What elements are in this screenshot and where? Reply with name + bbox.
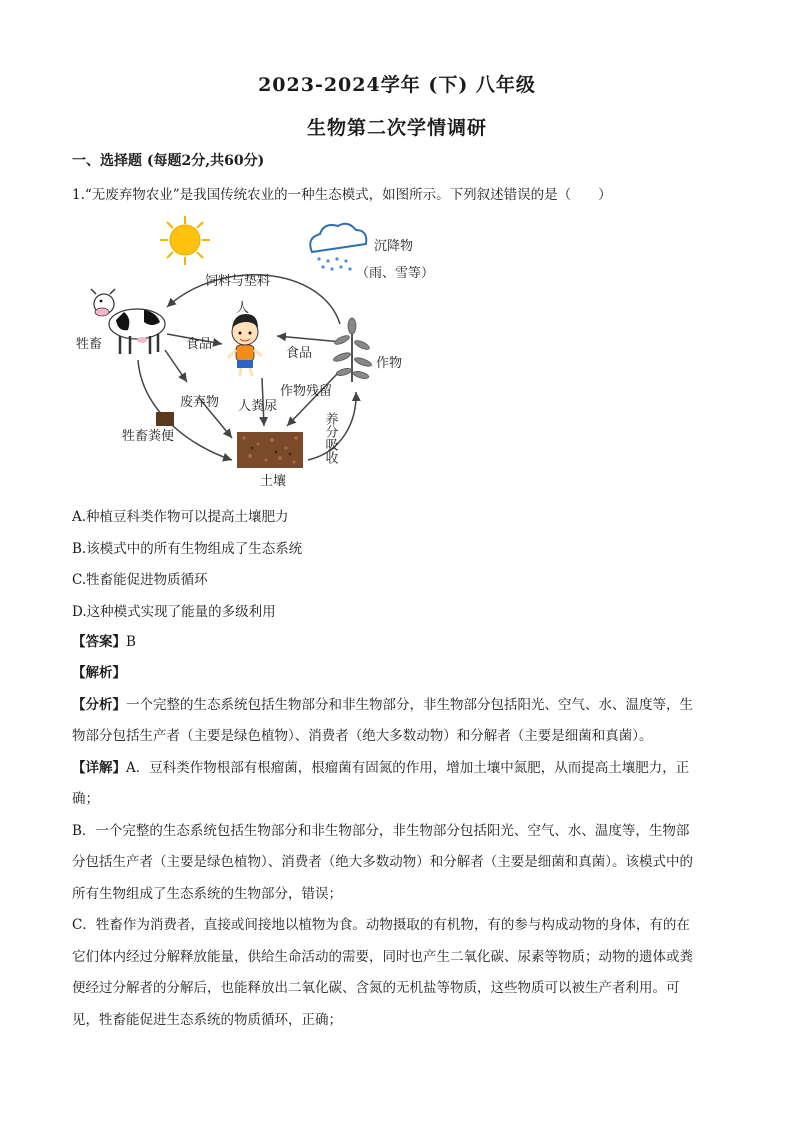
food-right-label: 食品: [286, 346, 313, 361]
detail-a-line-2: 确；: [72, 791, 99, 807]
person-mark: 人: [236, 301, 250, 316]
soil-label: 土壤: [260, 474, 287, 489]
fenxi-label: 【分析】: [72, 697, 126, 713]
manure-icon: [156, 412, 174, 426]
feed-label: 饲料与垫料: [205, 274, 271, 289]
livestock-label: 牲畜: [76, 337, 103, 352]
option-d: D.这种模式实现了能量的多级利用: [72, 604, 276, 620]
eco-agriculture-diagram: [72, 212, 452, 497]
fenxi-line-1: [72, 693, 722, 713]
detail-b-line-3: 所有生物组成了生态系统的生物部分，错误；: [72, 886, 342, 902]
detail-c-line-3: 便经过分解者的分解后，也能释放出二氧化碳、含氮的无机盐等物质，这些物质可以被生产者利用。可: [72, 980, 680, 996]
detail-c-line-1: C．牲畜作为消费者，直接或间接地以植物为食。动物摄取的有机物，有的参与构成动物的身体，有的在: [72, 917, 690, 933]
crop-residue-label: 作物残留: [280, 384, 333, 399]
detail-b-line-2: 分包括生产者（主要是绿色植物）、消费者（绝大多数动物）和分解者（主要是细菌和真菌）。该模式中的: [72, 854, 693, 870]
cow-icon: [91, 289, 165, 354]
section-heading: 一、选择题 (每题2分,共60分): [72, 153, 265, 169]
option-b: B.该模式中的所有生物组成了生态系统: [72, 541, 303, 557]
food-left-label: 食品: [186, 337, 213, 352]
question-stem: 1.“无废弃物农业”是我国传统农业的一种生态模式，如图所示。下列叙述错误的是（ ）: [72, 187, 612, 203]
crop-label: 作物: [376, 356, 403, 371]
waste-label: 废弃物: [180, 395, 220, 410]
human-waste-label: 人粪尿: [238, 399, 278, 414]
answer-label: 【答案】: [72, 634, 126, 650]
fenxi-line-2: 物部分包括生产者（主要是绿色植物）、消费者（绝大多数动物）和分解者（主要是细菌和真菌）。: [72, 728, 653, 744]
manure-label: 牲畜粪便: [122, 429, 175, 444]
nutrient-label: 养分吸收: [322, 412, 338, 464]
xiangjie-label: 【详解】: [72, 760, 126, 776]
page-subtitle: 生物第二次学情调研: [306, 117, 487, 139]
precipitation-label: 沉降物: [374, 239, 414, 254]
precipitation-sub-label: （雨、雪等）: [356, 266, 435, 281]
detail-c-line-4: 见，牲畜能促进生态系统的物质循环，正确；: [72, 1012, 342, 1028]
page-title: 2023-2024学年 (下) 八年级: [258, 74, 536, 96]
detail-b-line-1: B．一个完整的生态系统包括生物部分和非生物部分，非生物部分包括阳光、空气、水、温度等，生物部: [72, 823, 690, 839]
answer-value: B: [126, 634, 136, 650]
detail-a-text-1: A．豆科类作物根部有根瘤菌，根瘤菌有固氮的作用，增加土壤中氮肥，从而提高土壤肥力，正: [126, 760, 690, 776]
option-c: C.牲畜能促进物质循环: [72, 572, 208, 588]
fenxi-text-1: 一个完整的生态系统包括生物部分和非生物部分，非生物部分包括阳光、空气、水、温度等，生: [126, 697, 693, 713]
sun-icon: [160, 216, 210, 265]
rain-cloud-icon: [310, 224, 366, 271]
crop-plant-icon: [333, 318, 373, 382]
detail-a-line-1: [72, 756, 722, 776]
answer-line: [72, 630, 722, 650]
person-icon: [228, 314, 262, 376]
detail-c-line-2: 它们体内经过分解释放能量，供给生命活动的需要，同时也产生二氧化碳、尿素等物质；动物的遗体或粪: [72, 949, 693, 965]
analysis-label: 【解析】: [72, 665, 126, 681]
option-a: A.种植豆科类作物可以提高土壤肥力: [72, 509, 289, 525]
soil-icon: [237, 432, 303, 468]
